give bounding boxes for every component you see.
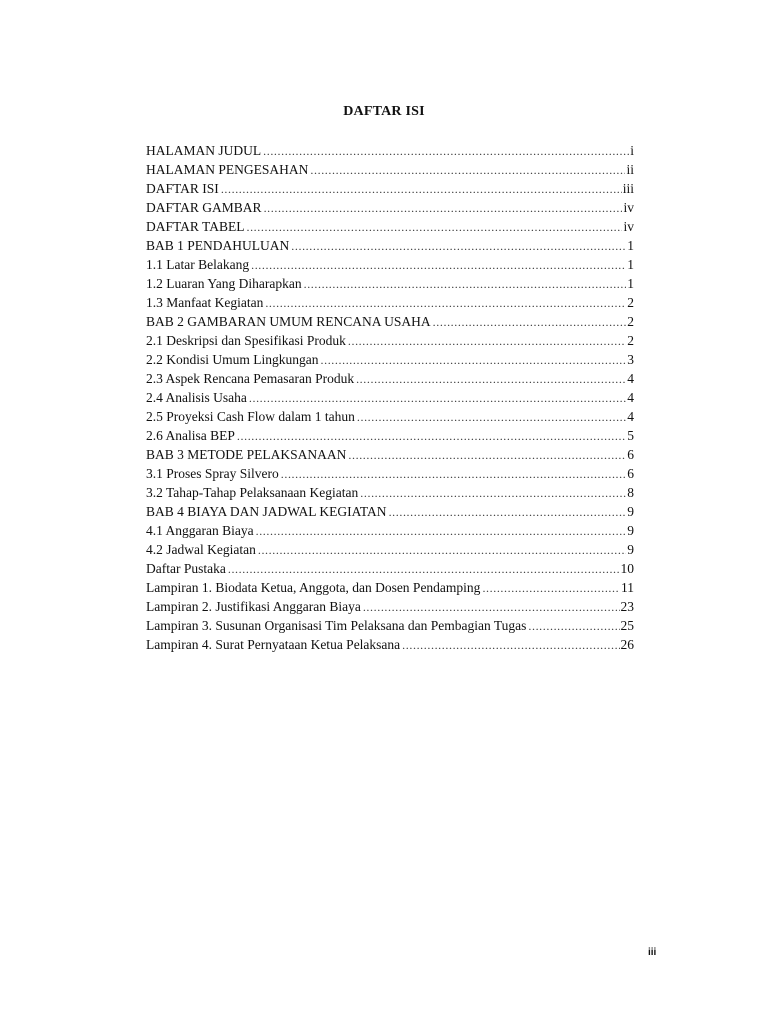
toc-entry-page: 6	[627, 447, 634, 462]
toc-entry-label: DAFTAR GAMBAR	[146, 200, 262, 215]
toc-entry-label: 2.3 Aspek Rencana Pemasaran Produk	[146, 371, 355, 386]
toc-entry-label: 2.1 Deskripsi dan Spesifikasi Produk	[146, 333, 346, 348]
toc-entry	[146, 141, 634, 160]
toc-entry-page: iv	[623, 200, 634, 215]
toc-entry-label: 3.2 Tahap-Tahap Pelaksanaan Kegiatan	[146, 485, 359, 500]
toc-entry-page: 4	[627, 390, 634, 405]
toc-entry-page: 6	[627, 466, 634, 481]
toc-dot-leader	[402, 636, 619, 655]
toc-dot-leader	[237, 427, 626, 446]
toc-entry-page: i	[630, 143, 634, 158]
toc-dot-leader	[264, 199, 623, 218]
toc-dot-leader	[348, 332, 626, 351]
toc-entry-page: 2	[627, 314, 634, 329]
toc-entry-label: DAFTAR TABEL	[146, 219, 245, 234]
toc-entry-page: 2	[627, 295, 634, 310]
toc-dot-leader	[265, 294, 626, 313]
toc-entry	[146, 274, 634, 293]
toc-entry-page: 11	[621, 580, 634, 595]
toc-entry-label: HALAMAN JUDUL	[146, 143, 262, 158]
toc-entry	[146, 578, 634, 597]
toc-entry-page: 1	[627, 238, 634, 253]
toc-entry	[146, 464, 634, 483]
toc-entry	[146, 369, 634, 388]
toc-dot-leader	[528, 617, 619, 636]
toc-entry-label: 1.2 Luaran Yang Diharapkan	[146, 276, 302, 291]
toc-entry-label: Lampiran 3. Susunan Organisasi Tim Pelaksana dan Pembagian Tugas	[146, 618, 527, 633]
toc-dot-leader	[246, 218, 622, 237]
toc-dot-leader	[304, 275, 627, 294]
toc-entry-page: 5	[627, 428, 634, 443]
toc-entry-page: 1	[627, 257, 634, 272]
toc-entry-label: 1.3 Manfaat Kegiatan	[146, 295, 264, 310]
table-of-contents	[146, 141, 634, 654]
toc-entry-page: 8	[627, 485, 634, 500]
toc-dot-leader	[363, 598, 620, 617]
toc-entry	[146, 350, 634, 369]
toc-entry-page: 4	[627, 371, 634, 386]
toc-entry-label: 4.1 Anggaran Biaya	[146, 523, 254, 538]
toc-entry-label: BAB 3 METODE PELAKSANAAN	[146, 447, 347, 462]
toc-entry-label: Lampiran 1. Biodata Ketua, Anggota, dan Dosen Pendamping	[146, 580, 481, 595]
toc-entry-label: 2.5 Proyeksi Cash Flow dalam 1 tahun	[146, 409, 355, 424]
toc-dot-leader	[389, 503, 627, 522]
toc-entry-label: BAB 4 BIAYA DAN JADWAL KEGIATAN	[146, 504, 387, 519]
toc-dot-leader	[357, 408, 626, 427]
toc-entry	[146, 179, 634, 198]
toc-entry	[146, 312, 634, 331]
toc-entry-page: 25	[620, 618, 634, 633]
toc-dot-leader	[251, 256, 626, 275]
toc-dot-leader	[249, 389, 626, 408]
toc-dot-leader	[310, 161, 625, 180]
toc-dot-leader	[263, 142, 629, 161]
toc-entry-page: 10	[620, 561, 634, 576]
toc-dot-leader	[221, 180, 622, 199]
toc-entry	[146, 160, 634, 179]
toc-dot-leader	[433, 313, 627, 332]
toc-entry-page: 3	[627, 352, 634, 367]
toc-entry-label: DAFTAR ISI	[146, 181, 219, 196]
toc-entry	[146, 559, 634, 578]
toc-dot-leader	[291, 237, 626, 256]
toc-entry-page: 9	[627, 523, 634, 538]
toc-entry-label: 3.1 Proses Spray Silvero	[146, 466, 279, 481]
toc-dot-leader	[356, 370, 626, 389]
toc-dot-leader	[258, 541, 626, 560]
toc-entry-page: 23	[620, 599, 634, 614]
toc-entry	[146, 445, 634, 464]
page-number: iii	[648, 947, 657, 958]
toc-entry-page: 2	[627, 333, 634, 348]
toc-entry-page: 4	[627, 409, 634, 424]
toc-entry	[146, 407, 634, 426]
toc-entry-page: 26	[620, 637, 634, 652]
toc-entry	[146, 293, 634, 312]
toc-entry-label: 1.1 Latar Belakang	[146, 257, 250, 272]
toc-entry-label: 2.4 Analisis Usaha	[146, 390, 247, 405]
toc-entry-page: iii	[622, 181, 634, 196]
page-title: DAFTAR ISI	[343, 104, 425, 119]
toc-entry	[146, 502, 634, 521]
toc-entry	[146, 388, 634, 407]
toc-entry-label: HALAMAN PENGESAHAN	[146, 162, 309, 177]
toc-dot-leader	[281, 465, 627, 484]
toc-entry-page: 9	[627, 504, 634, 519]
toc-entry-label: 2.2 Kondisi Umum Lingkungan	[146, 352, 319, 367]
toc-entry-label: Lampiran 4. Surat Pernyataan Ketua Pelaksana	[146, 637, 401, 652]
toc-dot-leader	[228, 560, 620, 579]
toc-entry	[146, 217, 634, 236]
toc-entry-page: ii	[626, 162, 634, 177]
toc-entry	[146, 597, 634, 616]
toc-entry-page: 1	[627, 276, 634, 291]
toc-entry	[146, 616, 634, 635]
toc-entry	[146, 483, 634, 502]
toc-entry-label: Lampiran 2. Justifikasi Anggaran Biaya	[146, 599, 361, 614]
toc-entry-label: Daftar Pustaka	[146, 561, 226, 576]
toc-entry-label: 4.2 Jadwal Kegiatan	[146, 542, 256, 557]
toc-entry	[146, 255, 634, 274]
toc-entry	[146, 198, 634, 217]
toc-dot-leader	[321, 351, 627, 370]
toc-entry	[146, 331, 634, 350]
toc-dot-leader	[360, 484, 626, 503]
toc-entry	[146, 540, 634, 559]
toc-entry-page: 9	[627, 542, 634, 557]
toc-dot-leader	[348, 446, 626, 465]
toc-entry	[146, 236, 634, 255]
toc-dot-leader	[256, 522, 627, 541]
toc-entry-label: 2.6 Analisa BEP	[146, 428, 235, 443]
toc-entry	[146, 635, 634, 654]
toc-entry-label: BAB 2 GAMBARAN UMUM RENCANA USAHA	[146, 314, 431, 329]
toc-entry	[146, 426, 634, 445]
toc-dot-leader	[482, 579, 620, 598]
toc-entry-page: iv	[623, 219, 634, 234]
toc-entry	[146, 521, 634, 540]
toc-entry-label: BAB 1 PENDAHULUAN	[146, 238, 290, 253]
